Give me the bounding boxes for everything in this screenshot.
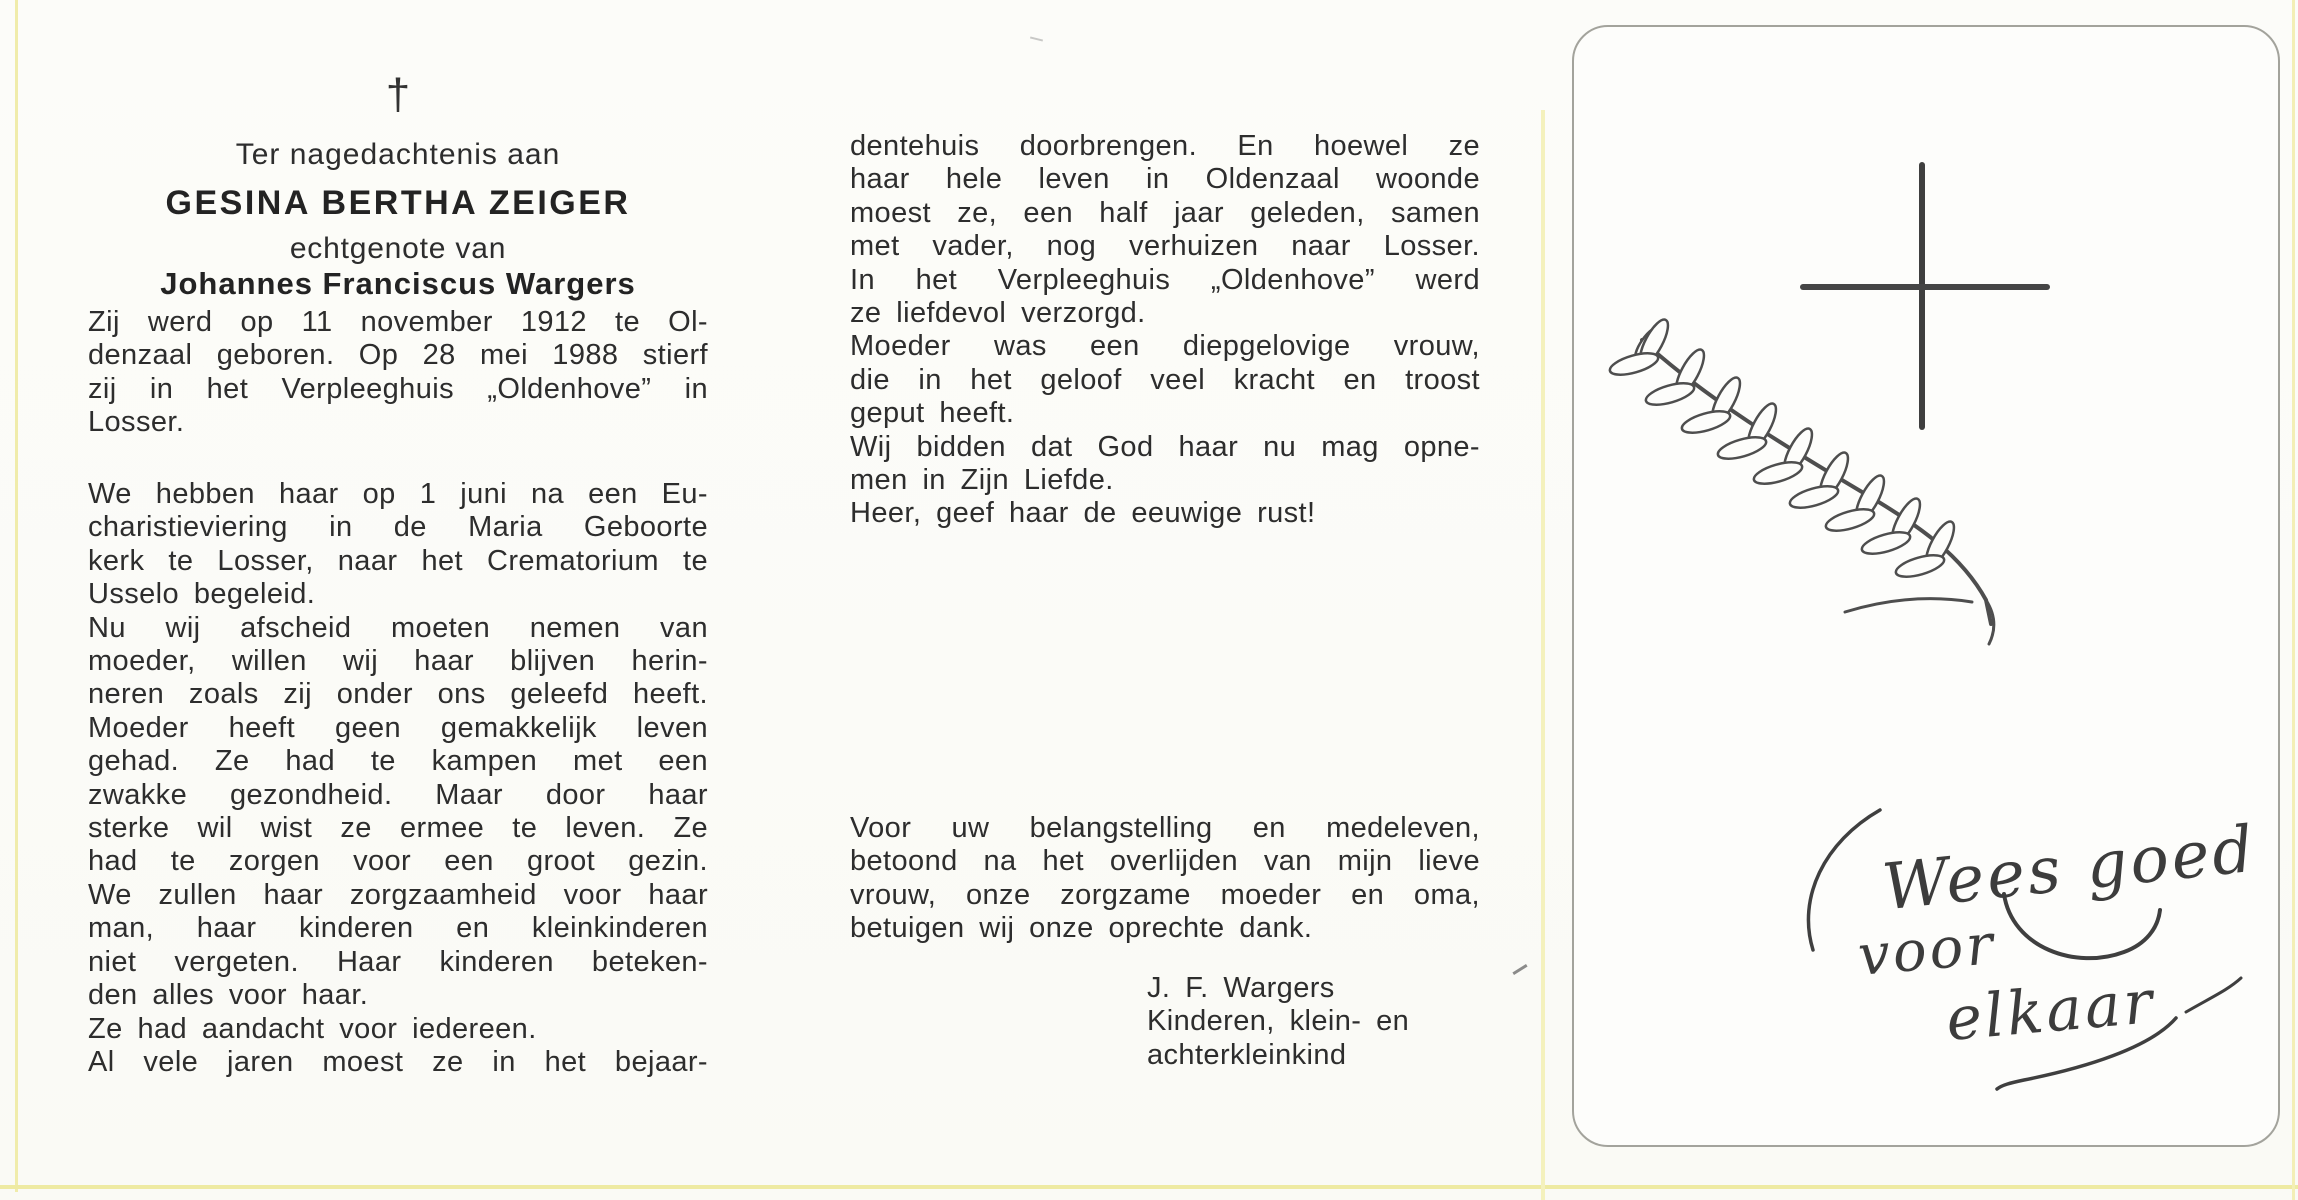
text-line: met vader, nog verhuizen naar Losser. [850,230,1480,263]
relation-text: echtgenote van [289,232,507,265]
text-line: man, haar kinderen en kleinkinderen [88,912,708,945]
text-line: vrouw, onze zorgzame moeder en oma, [850,878,1480,911]
text-line: kerk te Losser, naar het Crematorium te [88,544,708,577]
text-line: Moeder was een diepgelovige vrouw, [850,330,1480,363]
text-line: We zullen haar zorgzaamheid voor haar [88,878,708,911]
text-line: Al vele jaren moest ze in het bejaar- [88,1045,708,1078]
calligraphy-elkaar: elkaar [1943,967,2158,1055]
text-line: Ze had aandacht voor iedereen. [88,1012,537,1045]
right-paper-edge-line [2292,0,2295,1200]
text-line: Zij werd op 11 november 1912 te Ol- [88,306,708,338]
text-line: ze liefdevol verzorgd. [850,297,1146,330]
calligraphy-wees-goed: Wees goed [1879,812,2260,926]
middle-column-paragraph-1 [850,130,1480,531]
text-line: zwakke gezondheid. Maar door haar [88,778,708,811]
text-line: J. F. Wargers [1147,972,1335,1004]
calligraphy-voor: voor [1855,912,1999,989]
text-line: den alles voor haar. [88,979,369,1012]
text-line: niet vergeten. Haar kinderen beteken- [88,945,708,978]
left-paper-edge-line [15,0,18,1192]
memorial-intro-text: Ter nagedachtenis aan [235,138,561,171]
text-line: gehad. Ze had te kampen met een [88,745,708,778]
text-line: men in Zijn Liefde. [850,464,1114,497]
text-line: betoond na het overlijden van mijn lieve [850,845,1480,878]
text-line: denzaal geboren. Op 28 mei 1988 stierf [88,339,708,372]
text-line: Moeder heeft geen gemakkelijk leven [88,711,708,744]
text-line: moest ze, een half jaar geleden, samen [850,196,1480,229]
text-line: had te zorgen voor een groot gezin. [88,845,708,878]
acknowledgement-paragraph [850,812,1480,946]
cross-icon [1803,165,2047,427]
bottom-paper-edge-line [0,1185,2298,1189]
wheat-branch-illustration [1608,316,1994,644]
text-line: Kinderen, klein- en [1147,1005,1410,1038]
text-line: Losser. [88,406,185,439]
left-column-paragraph-1 [88,306,708,440]
text-line: We hebben haar op 1 juni na een Eu- [88,478,708,510]
text-line: dentehuis doorbrengen. En hoewel ze [850,130,1480,162]
signature-block [1147,972,1567,1072]
deceased-name: GESINA BERTHA ZEIGER [165,184,631,222]
spouse-name: Johannes Franciscus Wargers [160,266,636,301]
text-line: Heer, geef haar de eeuwige rust! [850,497,1316,530]
text-line: geput heeft. [850,397,1015,430]
left-column-paragraph-2 [88,478,708,1079]
text-line: neren zoals zij onder ons geleefd heeft. [88,678,708,711]
dagger-cross-symbol: † [385,70,411,119]
text-line: die in het geloof veel kracht en troost [850,363,1480,396]
text-line: charistieviering in de Maria Geboorte [88,511,708,544]
text-line: Usselo begeleid. [88,578,316,611]
text-line: zij in het Verpleeghuis „Oldenhove” in [88,372,708,405]
text-line: moeder, willen wij haar blijven herin- [88,645,708,678]
text-line: Nu wij afscheid moeten nemen van [88,611,708,644]
text-line: sterke wil wist ze ermee te leven. Ze [88,812,708,845]
text-line: betuigen wij onze oprechte dank. [850,912,1313,945]
text-line: Voor uw belangstelling en medeleven, [850,812,1480,844]
text-line: Wij bidden dat God haar nu mag opne- [850,430,1480,463]
text-line: In het Verpleeghuis „Oldenhove” werd [850,263,1480,296]
text-line: achterkleinkind [1147,1038,1347,1071]
text-line: haar hele leven in Oldenzaal woonde [850,163,1480,196]
